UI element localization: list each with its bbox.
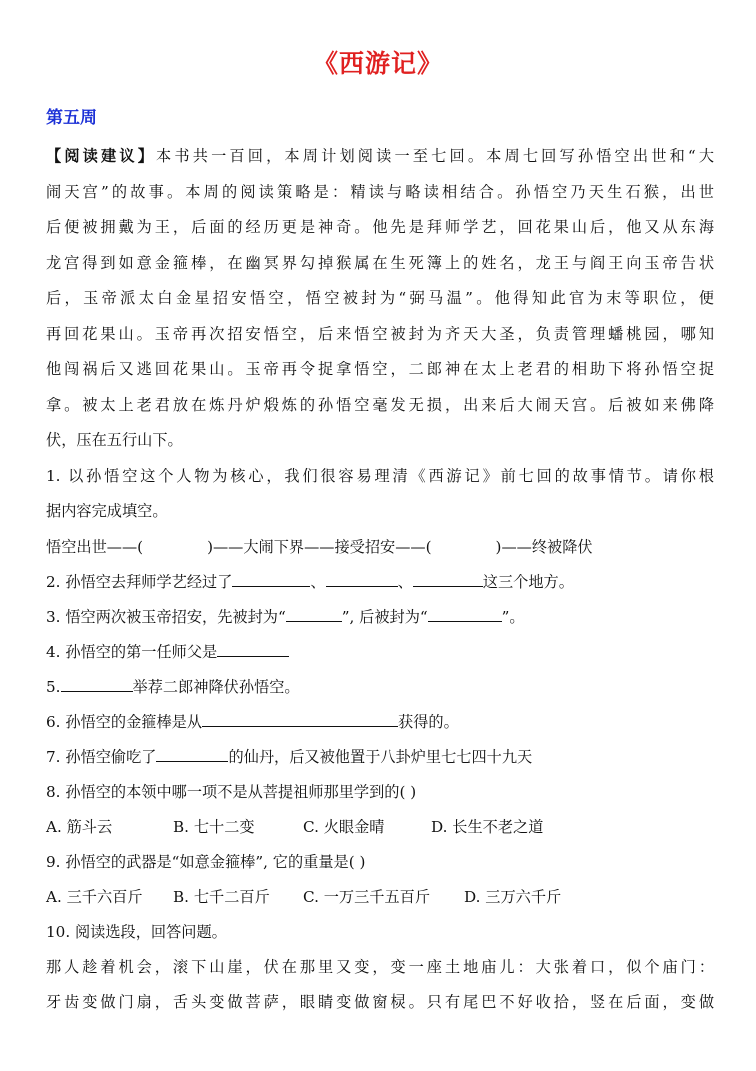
q3-blank-2[interactable] <box>428 607 502 622</box>
intro-line-1 <box>46 146 714 166</box>
q9-option-b[interactable]: B. 七千二百斤 <box>173 888 270 906</box>
q1-chain-c: )——终被降伏 <box>495 538 593 556</box>
q9-stem: 9. 孙悟空的武器是“如意金箍棒”, 它的重量是( ) <box>46 853 366 871</box>
intro-tag: 【阅读建议】 <box>46 147 157 165</box>
q2-text-a: 2. 孙悟空去拜师学艺经过了 <box>46 573 233 591</box>
q3-text-c: ”。 <box>501 608 525 626</box>
intro-line-9: 伏，压在五行山下。 <box>46 431 183 449</box>
q6-text-a: 6. 孙悟空的金箍棒是从 <box>46 713 203 731</box>
q9-option-a[interactable]: A. 三千六百斤 <box>46 888 143 906</box>
q10-passage-line-2: 牙齿变做门扇，舌头变做菩萨，眼睛变做窗棂。只有尾巴不好收拾，竖在后面，变做 <box>46 993 714 1011</box>
q1-line-2: 据内容完成填空。 <box>46 502 168 520</box>
q2-blank-2[interactable] <box>326 572 398 587</box>
q5-line <box>46 677 714 697</box>
intro-text-1: 本书共一百回，本周计划阅读一至七回。本周七回写孙悟空出世和“大 <box>156 147 715 165</box>
week-heading: 第五周 <box>46 108 97 128</box>
q2-blank-1[interactable] <box>232 572 310 587</box>
q8-option-c[interactable]: C. 火眼金晴 <box>303 818 385 836</box>
q2-sep-2: 、 <box>397 573 413 591</box>
q2-text-b: 这三个地方。 <box>482 573 574 591</box>
q4-blank[interactable] <box>217 642 289 657</box>
q4-line <box>46 642 714 662</box>
intro-line-5: 后，玉帝派太白金星招安悟空，悟空被封为“弼马温”。他得知此官为末等职位，便 <box>46 289 714 307</box>
q10-stem: 10. 阅读选段，回答问题。 <box>46 923 227 941</box>
intro-line-6: 再回花果山。玉帝再次招安悟空，后来悟空被封为齐天大圣，负责管理蟠桃园，哪知 <box>46 325 714 343</box>
q1-line-1: 1. 以孙悟空这个人物为核心，我们很容易理清《西游记》前七回的故事情节。请你根 <box>46 467 714 485</box>
q6-line <box>46 712 714 732</box>
q2-sep-1: 、 <box>310 573 326 591</box>
q3-text-b: ”, 后被封为“ <box>341 608 428 626</box>
q3-line <box>46 607 714 627</box>
q7-text-a: 7. 孙悟空偷吃了 <box>46 748 157 766</box>
q1-chain-a: 悟空出世——( <box>46 538 144 556</box>
q5-blank[interactable] <box>61 677 133 692</box>
q6-text-b: 获得的。 <box>398 713 459 731</box>
q3-blank-1[interactable] <box>286 607 342 622</box>
q8-option-a[interactable]: A. 筋斗云 <box>46 818 113 836</box>
q7-line <box>46 747 714 767</box>
intro-line-7: 他闯祸后又逃回花果山。玉帝再令捉拿悟空，二郎神在太上老君的相助下将孙悟空捉 <box>46 360 714 378</box>
document-title: 《西游记》 <box>312 49 443 78</box>
q2-blank-3[interactable] <box>413 572 483 587</box>
intro-line-3: 后便被拥戴为王，后面的经历更是神奇。他先是拜师学艺，回花果山后，他又从东海 <box>46 218 714 236</box>
q8-option-b[interactable]: B. 七十二变 <box>173 818 255 836</box>
q9-option-d[interactable]: D. 三万六千斤 <box>464 888 562 906</box>
intro-line-8: 拿。被太上老君放在炼丹炉煅炼的孙悟空毫发无损，出来后大闹天宫。后被如来佛降 <box>46 396 714 414</box>
q4-text-a: 4. 孙悟空的第一任师父是 <box>46 643 218 661</box>
q7-text-b: 的仙丹，后又被他置于八卦炉里七七四十九天 <box>228 748 533 766</box>
q8-option-d[interactable]: D. 长生不老之道 <box>431 818 544 836</box>
q5-text-a: 5. <box>46 678 61 696</box>
q8-stem: 8. 孙悟空的本领中哪一项不是从菩提祖师那里学到的( ) <box>46 783 417 801</box>
intro-line-2: 闹天宫”的故事。本周的阅读策略是：精读与略读相结合。孙悟空乃天生石猴，出世 <box>46 183 714 201</box>
q1-chain-b: )——大闹下界——接受招安——( <box>207 538 432 556</box>
q1-chain <box>46 537 714 557</box>
q3-text-a: 3. 悟空两次被玉帝招安，先被封为“ <box>46 608 286 626</box>
q5-text-b: 举荐二郎神降伏孙悟空。 <box>132 678 300 696</box>
q9-option-c[interactable]: C. 一万三千五百斤 <box>303 888 431 906</box>
q2-line <box>46 572 714 592</box>
q10-passage-line-1: 那人趁着机会，滚下山崖，伏在那里又变，变一座土地庙儿：大张着口，似个庙门： <box>46 958 714 976</box>
q7-blank[interactable] <box>156 747 228 762</box>
intro-line-4: 龙宫得到如意金箍棒，在幽冥界勾掉猴属在生死簿上的姓名，龙王与阎王向玉帝告状 <box>46 254 714 272</box>
q6-blank[interactable] <box>202 712 398 727</box>
